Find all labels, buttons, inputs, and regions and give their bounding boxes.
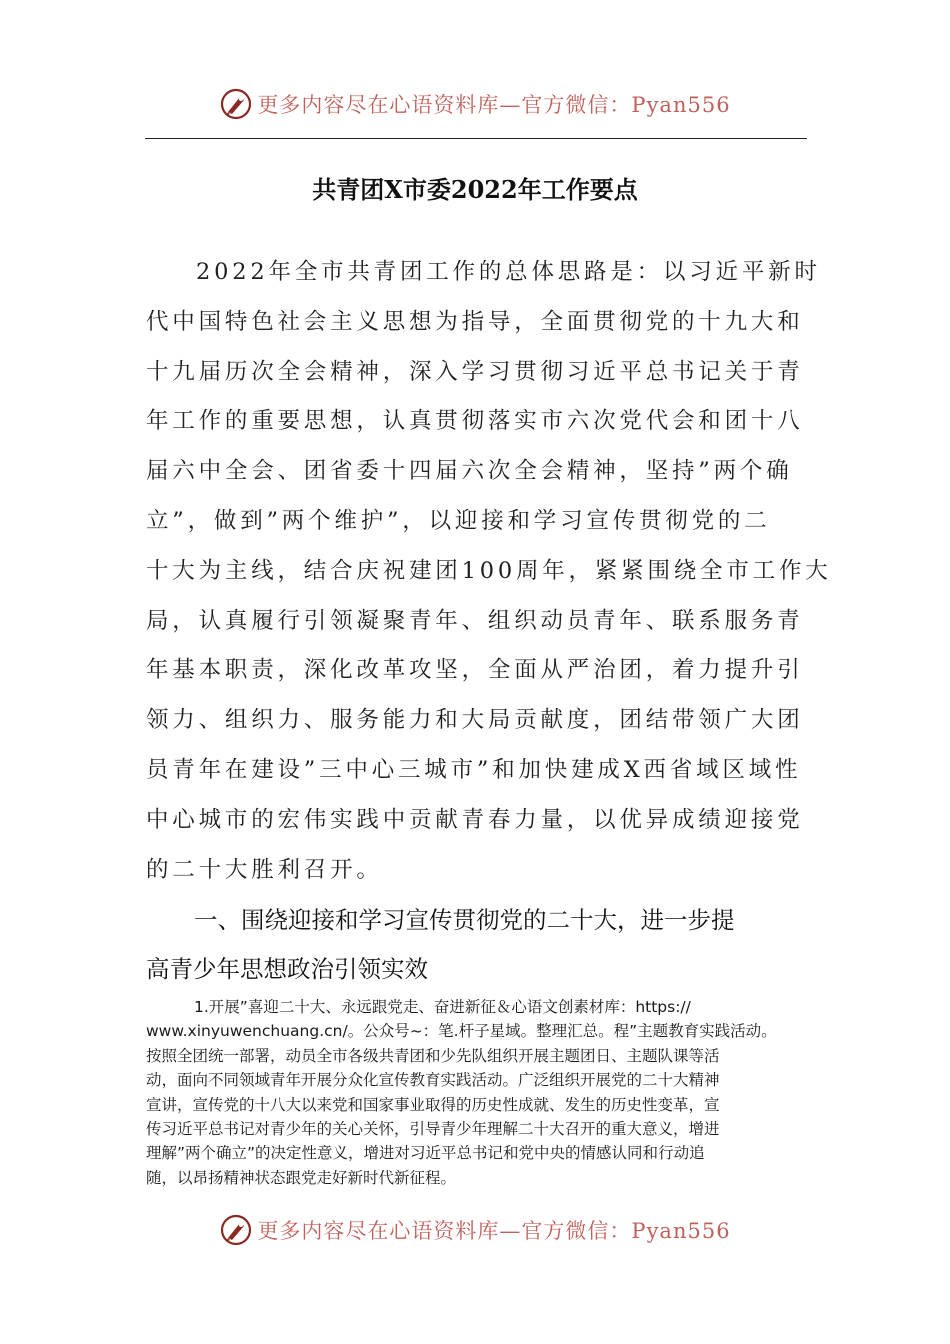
header-rule <box>145 138 807 139</box>
pen-nib-logo-icon <box>219 1213 253 1247</box>
pen-nib-logo-icon <box>219 87 253 121</box>
document-title: 共青团X市委2022年工作要点 <box>312 175 638 204</box>
item-line: 随，以昂扬精神状态跟党走好新时代新征程。 <box>146 1168 457 1187</box>
item-line: 宣讲，宣传党的十八大以来党和国家事业取得的历史性成就、发生的历史性变革，宣 <box>146 1095 720 1114</box>
section-heading-line: 一、围绕迎接和学习宣传贯彻党的二十大，进一步提 <box>194 906 735 934</box>
intro-paragraph <box>146 248 832 895</box>
item-line: 1.开展”喜迎二十大、永远跟党走、奋进新征＆心语文创素材库：https:// <box>194 998 691 1016</box>
watermark-banner-top <box>0 82 950 126</box>
intro-line: 中心城市的宏伟实践中贡献青春力量，以优异成绩迎接党 <box>146 806 804 833</box>
section-heading <box>146 896 812 994</box>
item-paragraph <box>146 995 814 1190</box>
intro-line: 的二十大胜利召开。 <box>146 856 383 883</box>
intro-line: 领力、组织力、服务能力和大局贡献度，团结带领广大团 <box>146 707 804 734</box>
intro-line: 届六中全会、团省委十四届六次全会精神，坚持”两个确 <box>146 458 793 485</box>
section-heading-line: 高青少年思想政治引领实效 <box>146 955 428 983</box>
intro-line: 立”，做到”两个维护”，以迎接和学习宣传贯彻党的二 <box>146 507 771 534</box>
intro-line: 年基本职责，深化改革攻坚，全面从严治团，着力提升引 <box>146 657 804 684</box>
watermark-text-bottom: 更多内容尽在心语资料库—官方微信：Pyan556 <box>257 1219 731 1243</box>
item-line: 传习近平总书记对青少年的关心关怀，引导青少年理解二十大召开的重大意义，增进 <box>146 1120 720 1139</box>
intro-line: 员青年在建设”三中心三城市”和加快建成X西省域区域性 <box>146 756 802 783</box>
intro-line: 十九届历次全会精神，深入学习贯彻习近平总书记关于青 <box>146 358 804 385</box>
item-line: 理解”两个确立”的决定性意义，增进对习近平总书记和党中央的情感认同和行动追 <box>146 1144 705 1163</box>
intro-line: 年工作的重要思想，认真贯彻落实市六次党代会和团十八 <box>146 408 804 435</box>
item-line: www.xinyuwenchuang.cn/。公众号~：笔.杆子星域。整理汇总。程”主题教育实践活动。 <box>146 1022 777 1041</box>
intro-line: 代中国特色社会主义思想为指导，全面贯彻党的十九大和 <box>146 308 804 335</box>
watermark-text-top: 更多内容尽在心语资料库—官方微信：Pyan556 <box>257 93 731 117</box>
watermark-banner-bottom <box>0 1208 950 1252</box>
intro-line: 2022年全市共青团工作的总体思路是：以习近平新时 <box>196 259 821 285</box>
item-line: 动，面向不同领域青年开展分众化宣传教育实践活动。广泛组织开展党的二十大精神 <box>146 1071 720 1090</box>
item-line: 按照全团统一部署，动员全市各级共青团和少先队组织开展主题团日、主题队课等活 <box>146 1046 720 1065</box>
intro-line: 十大为主线，结合庆祝建团100周年，紧紧围绕全市工作大 <box>146 557 832 584</box>
intro-line: 局，认真履行引领凝聚青年、组织动员青年、联系服务青 <box>146 607 804 634</box>
